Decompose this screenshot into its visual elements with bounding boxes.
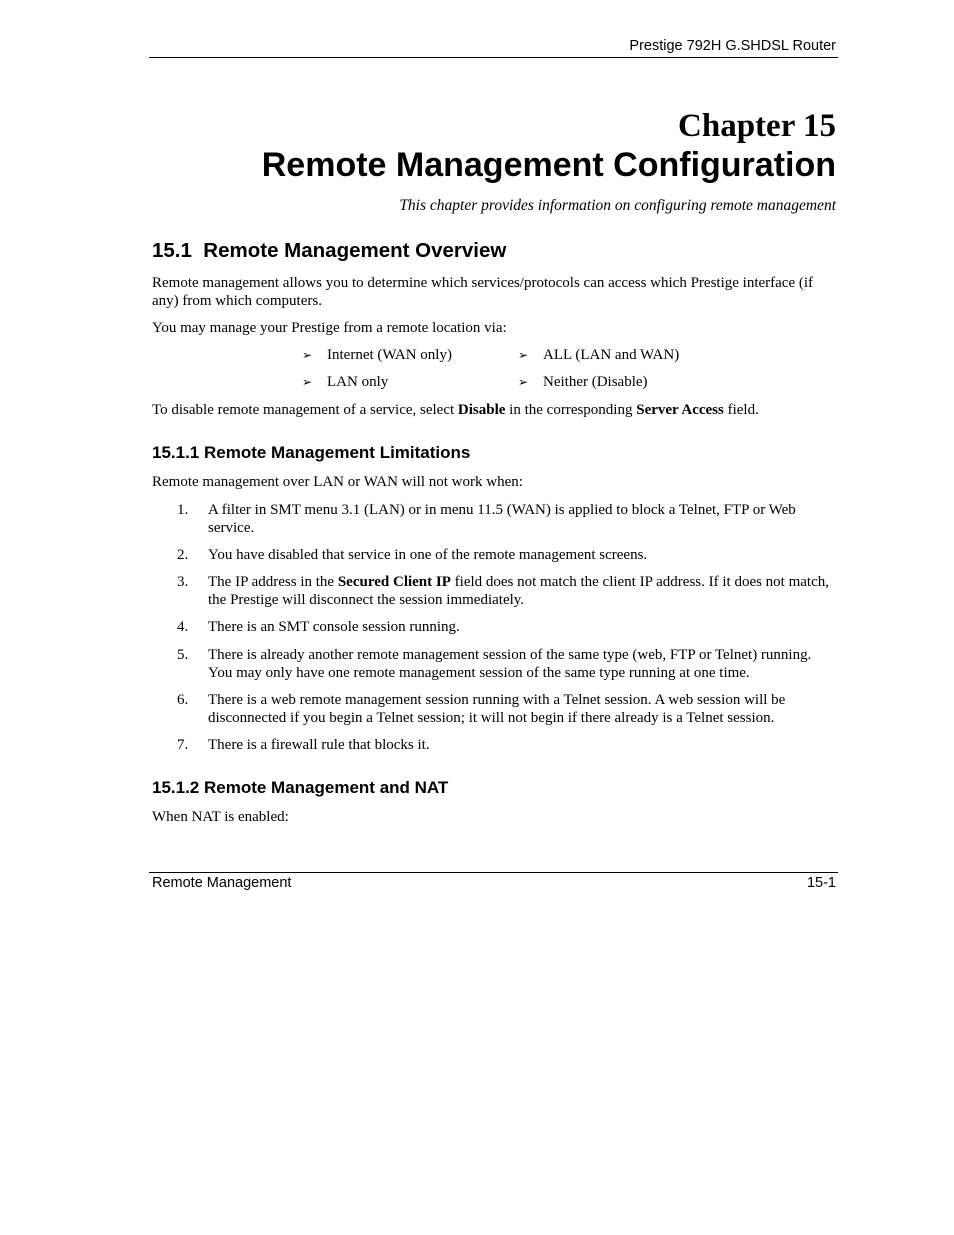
- limitations-intro: Remote management over LAN or WAN will not work when:: [152, 474, 523, 490]
- bullet-item: ➢ Internet (WAN only): [302, 347, 452, 363]
- chapter-subtitle: This chapter provides information on configuring remote management: [399, 197, 836, 214]
- bullet-item: ➢ ALL (LAN and WAN): [518, 347, 680, 363]
- overview-paragraph-2: You may manage your Prestige from a remote location via:: [152, 320, 507, 336]
- bullet-item: ➢ LAN only: [302, 374, 389, 390]
- chapter-number: Chapter 15: [678, 108, 836, 144]
- overview-paragraph-1: Remote management allows you to determine which services/protocols can access which Prestige interface (if any) from which computers.: [152, 275, 814, 309]
- arrow-bullet-icon: ➢: [518, 348, 529, 362]
- subsection-heading-nat: 15.1.2 Remote Management and NAT: [152, 778, 449, 797]
- footer-section-name: Remote Management: [152, 875, 292, 891]
- chapter-title: Remote Management Configuration: [261, 146, 836, 184]
- bullet-item: ➢ Neither (Disable): [518, 374, 648, 390]
- list-item: 5. There is already another remote management session of the same type (web, FTP or Telnet) running. You may only have one remote management session of the same type running at one time.: [177, 647, 812, 681]
- list-item: 4. There is an SMT console session running.: [177, 619, 460, 635]
- list-item: 1. A filter in SMT menu 3.1 (LAN) or in menu 11.5 (WAN) is applied to block a Telnet, FTP or Web service.: [177, 502, 796, 536]
- nat-intro: When NAT is enabled:: [152, 809, 289, 825]
- list-item: 2. You have disabled that service in one of the remote management screens.: [177, 547, 648, 563]
- arrow-bullet-icon: ➢: [302, 375, 313, 389]
- overview-paragraph-3: To disable remote management of a service, select Disable in the corresponding Server Access field.: [152, 402, 759, 418]
- arrow-bullet-icon: ➢: [302, 348, 313, 362]
- list-item: 6. There is a web remote management session running with a Telnet session. A web session will be disconnected if you begin a Telnet session; it will not begin if there already is a Telnet session.: [177, 692, 786, 726]
- running-header: Prestige 792H G.SHDSL Router: [629, 38, 836, 54]
- header-rule: [149, 57, 838, 58]
- subsection-heading-limitations: 15.1.1 Remote Management Limitations: [152, 443, 471, 462]
- arrow-bullet-icon: ➢: [518, 375, 529, 389]
- footer-page-number: 15-1: [806, 875, 836, 891]
- section-heading-overview: 15.1 Remote Management Overview: [152, 239, 507, 262]
- list-item: 3. The IP address in the Secured Client IP field does not match the client IP address. If it does not match, the Prestige will disconnect the session immediately.: [177, 574, 830, 608]
- list-item: 7. There is a firewall rule that blocks it.: [177, 737, 430, 753]
- footer-rule: [149, 872, 838, 873]
